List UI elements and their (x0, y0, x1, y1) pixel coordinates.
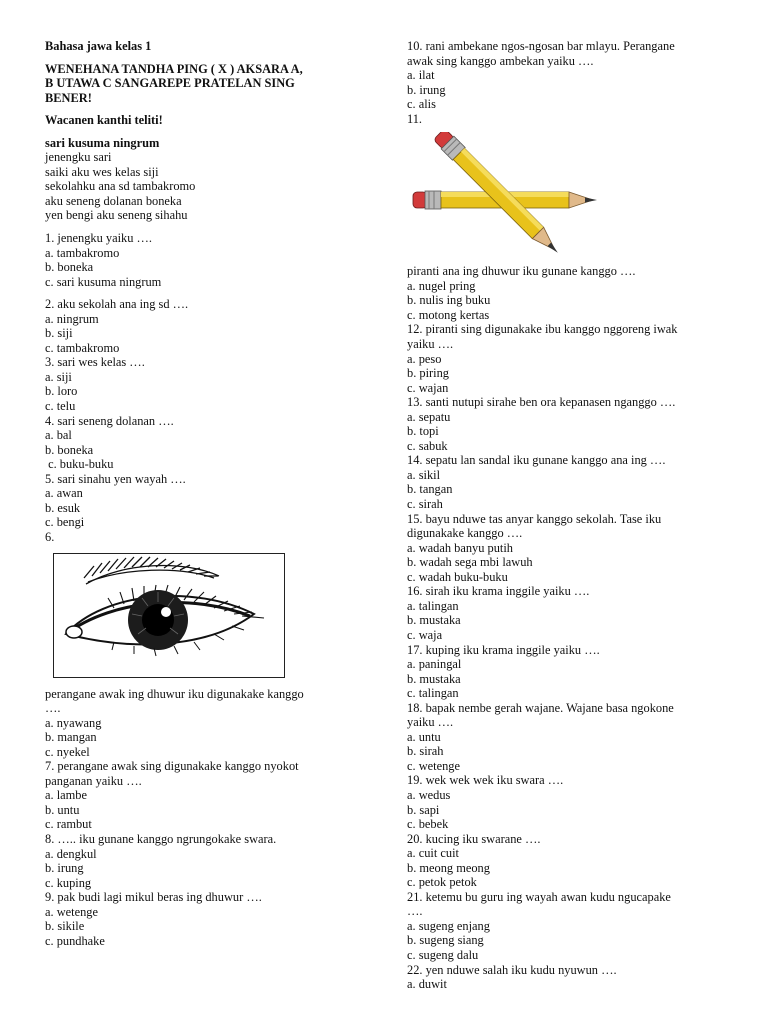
option: b. mangan (45, 730, 97, 745)
question-9: 9. pak budi lagi mikul beras ing dhuwur …. (45, 890, 262, 905)
question-21: 21. ketemu bu guru ing wayah awan kudu ngucapake (407, 889, 671, 904)
question-22: 22. yen nduwe salah iku kudu nyuwun …. (407, 962, 617, 977)
option: a. nyawang (45, 715, 102, 730)
option: a. wetenge (45, 904, 98, 919)
question-6-cont: …. (45, 701, 61, 716)
story-line: jenengku sari (45, 150, 112, 165)
question-12-cont: yaiku …. (407, 337, 454, 352)
eye-icon (54, 554, 284, 677)
pencil-icon (407, 132, 607, 260)
option: a. ningrum (45, 311, 99, 326)
option: c. sugeng dalu (407, 947, 479, 962)
option: b. piring (407, 366, 449, 381)
instruction-line-2: B UTAWA C SANGAREPE PRATELAN SING (45, 76, 295, 91)
option: b. siji (45, 326, 73, 341)
option: a. cuit cuit (407, 846, 459, 861)
option: c. wajan (407, 380, 449, 395)
question-8: 8. ….. iku gunane kanggo ngrungokake swara. (45, 831, 277, 846)
option: c. waja (407, 627, 443, 642)
option: a. awan (45, 486, 83, 501)
option: b. boneka (45, 260, 94, 275)
option: c. nyekel (45, 744, 90, 759)
option: c. rambut (45, 817, 92, 832)
option: a. lambe (45, 788, 87, 803)
question-15: 15. bayu nduwe tas anyar kanggo sekolah. Tase iku (407, 511, 662, 526)
option: a. wedus (407, 787, 451, 802)
question-10-cont: awak sing kanggo ambekan yaiku …. (407, 53, 594, 68)
question-19: 19. wek wek wek iku swara …. (407, 773, 564, 788)
option: b. esuk (45, 500, 81, 515)
question-16: 16. sirah iku krama inggile yaiku …. (407, 584, 590, 599)
option: b. boneka (45, 442, 94, 457)
eye-image (53, 553, 285, 678)
question-21-cont: …. (407, 904, 423, 919)
story-line: yen bengi aku seneng sihahu (45, 208, 188, 223)
option: a. untu (407, 729, 441, 744)
document-title: Bahasa jawa kelas 1 (45, 39, 152, 53)
question-13: 13. santi nutupi sirahe ben ora kepanasen nganggo …. (407, 395, 676, 410)
question-18: 18. bapak nembe gerah wajane. Wajane basa ngokone (407, 700, 674, 715)
option: a. talingan (407, 598, 459, 613)
question-14: 14. sepatu lan sandal iku gunane kanggo ana ing …. (407, 453, 666, 468)
question-6-number: 6. (45, 529, 55, 544)
option: a. peso (407, 351, 442, 366)
question-5: 5. sari sinahu yen wayah …. (45, 471, 186, 486)
story-line: saiki aku wes kelas siji (45, 164, 159, 179)
option: c. bebek (407, 817, 449, 832)
option: c. telu (45, 399, 76, 414)
option: a. dengkul (45, 846, 97, 861)
option: a. bal (45, 428, 72, 443)
option: c. sari kusuma ningrum (45, 274, 162, 289)
option: c. pundhake (45, 933, 105, 948)
option: b. untu (45, 802, 80, 817)
option: a. siji (45, 369, 72, 384)
option: c. alis (407, 97, 436, 112)
option: b. tangan (407, 482, 453, 497)
option: b. nulis ing buku (407, 293, 491, 308)
option: a. sugeng enjang (407, 918, 490, 933)
question-12: 12. piranti sing digunakake ibu kanggo nggoreng iwak (407, 322, 678, 337)
question-6: perangane awak ing dhuwur iku digunakake kanggo (45, 686, 304, 701)
option: a. sepatu (407, 409, 451, 424)
question-2: 2. aku sekolah ana ing sd …. (45, 297, 189, 312)
option: c. tambakromo (45, 340, 120, 355)
option: c. motong kertas (407, 307, 490, 322)
option: c. sabuk (407, 438, 448, 453)
option: a. nugel pring (407, 278, 476, 293)
option: b. mustaka (407, 671, 461, 686)
question-18-cont: yaiku …. (407, 715, 454, 730)
question-20: 20. kucing iku swarane …. (407, 831, 541, 846)
option: c. kuping (45, 875, 92, 890)
option: c. wadah buku-buku (407, 569, 508, 584)
option: b. wadah sega mbi lawuh (407, 555, 533, 570)
question-7-cont: panganan yaiku …. (45, 773, 142, 788)
option: c. bengi (45, 515, 85, 530)
option: c. wetenge (407, 758, 460, 773)
instruction-line-1: WENEHANA TANDHA PING ( X ) AKSARA A, (45, 61, 303, 76)
question-10: 10. rani ambekane ngos-ngosan bar mlayu. Perangane (407, 39, 675, 53)
question-15-cont: digunakake kanggo …. (407, 526, 523, 541)
option: c. buku-buku (45, 457, 114, 472)
option: b. sirah (407, 744, 444, 759)
option: a. wadah banyu putih (407, 540, 513, 555)
question-11-number: 11. (407, 111, 423, 126)
option: a. paningal (407, 657, 462, 672)
option: b. sugeng siang (407, 933, 484, 948)
story-line: aku seneng dolanan boneka (45, 193, 182, 208)
left-column (45, 39, 385, 948)
question-17: 17. kuping iku krama inggile yaiku …. (407, 642, 600, 657)
option: a. duwit (407, 977, 447, 992)
option: a. tambakromo (45, 245, 120, 260)
question-11: piranti ana ing dhuwur iku gunane kanggo …. (407, 264, 636, 279)
question-3: 3. sari wes kelas …. (45, 355, 145, 370)
question-4: 4. sari seneng dolanan …. (45, 413, 174, 428)
question-7: 7. perangane awak sing digunakake kanggo nyokot (45, 759, 299, 774)
option: c. talingan (407, 686, 459, 701)
option: c. sirah (407, 497, 443, 512)
option: b. loro (45, 384, 78, 399)
instruction-line-3: BENER! (45, 90, 92, 105)
option: b. irung (407, 82, 446, 97)
option: b. sapi (407, 802, 440, 817)
option: b. meong meong (407, 860, 490, 875)
option: b. sikile (45, 919, 85, 934)
option: b. mustaka (407, 613, 461, 628)
right-column (407, 39, 727, 992)
pencils-image (407, 132, 607, 260)
story-line: sekolahku ana sd tambakromo (45, 179, 196, 194)
option: b. irung (45, 861, 84, 876)
option: c. petok petok (407, 875, 477, 890)
option: a. ilat (407, 68, 435, 83)
story-title: sari kusuma ningrum (45, 135, 160, 150)
option: b. topi (407, 424, 439, 439)
read-note: Wacanen kanthi teliti! (45, 113, 163, 128)
option: a. sikil (407, 467, 441, 482)
question-1: 1. jenengku yaiku …. (45, 231, 153, 246)
